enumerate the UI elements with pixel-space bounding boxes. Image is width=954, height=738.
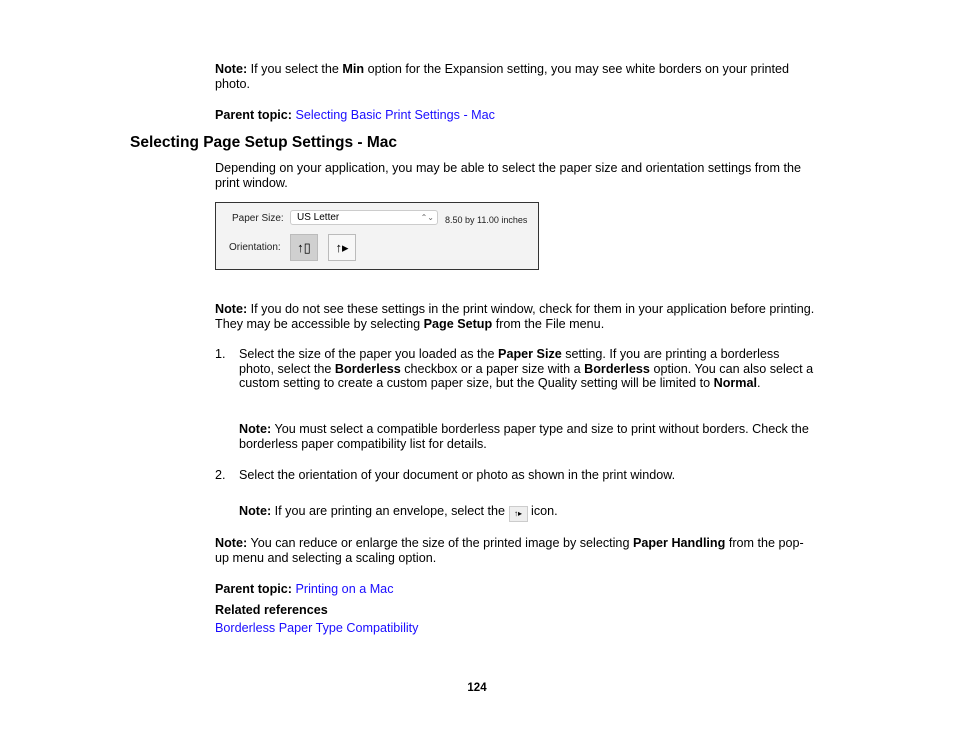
note-expansion: [215, 62, 815, 91]
note-label: Note:: [239, 422, 272, 436]
text: Borderless: [334, 361, 401, 376]
text: Borderless: [584, 361, 650, 376]
note-envelope: [239, 504, 815, 522]
portrait-orientation-icon: ↑▯: [290, 234, 318, 261]
paper-size-label: Paper Size:: [232, 213, 284, 224]
text: option for the Expansion setting, you may see white borders on your printed photo.: [215, 62, 790, 91]
step-number: 2.: [215, 468, 226, 482]
orientation-label: Orientation:: [229, 242, 281, 253]
related-references: [215, 603, 815, 635]
text: icon.: [527, 504, 558, 518]
parent-topic-2: [215, 582, 815, 597]
intro-paragraph: Depending on your application, you may be able to select the paper size and orientation settings from the print window.: [215, 161, 801, 190]
text: You must select a compatible borderless paper type and size to print without borders. Check the borderless paper compatibility list for details.: [239, 422, 809, 451]
text: You can reduce or enlarge the size of the printed image by selecting: [247, 536, 633, 550]
parent-topic-label: Parent topic:: [215, 582, 292, 596]
text: setting. If you are printing a borderless photo, select the: [239, 347, 780, 376]
text: If you select the: [247, 62, 343, 76]
section-heading: Selecting Page Setup Settings - Mac: [130, 134, 398, 151]
text: option. You can also select a custom setting to create a custom paper size, but the Quality setting will be limited to: [239, 361, 814, 391]
parent-topic-link[interactable]: Selecting Basic Print Settings - Mac: [295, 108, 495, 122]
related-reference-link[interactable]: Borderless Paper Type Compatibility: [215, 620, 419, 635]
step-2: Select the orientation of your document or photo as shown in the print window.: [239, 468, 676, 482]
text: .: [756, 376, 761, 391]
note-page-setup: [215, 302, 815, 331]
paper-size-select: [290, 210, 438, 225]
paper-size-value: US Letter: [297, 212, 340, 223]
text: Min: [342, 62, 365, 76]
text: Normal: [713, 376, 757, 391]
step-number: 1.: [215, 347, 226, 361]
note-label: Note:: [215, 536, 248, 550]
note-label: Note:: [215, 302, 248, 316]
text: Select the size of the paper you loaded as the: [239, 347, 499, 361]
stepper-chevron-icon: ⌃⌄: [420, 213, 434, 222]
landscape-orientation-icon: ↑▸: [328, 234, 356, 261]
text: If you do not see these settings in the print window, check for them in your application before printing. They may be accessible by selecting: [215, 302, 815, 331]
paper-dimensions: 8.50 by 11.00 inches: [445, 215, 528, 225]
text: checkbox or a paper size with a: [400, 361, 585, 376]
note-label: Note:: [239, 504, 272, 518]
landscape-orientation-icon: ↑▸: [509, 506, 528, 522]
page-number: 124: [467, 682, 487, 694]
text: Page Setup: [423, 316, 493, 331]
parent-topic-label: Parent topic:: [215, 108, 292, 122]
text: Paper Size: [498, 347, 562, 361]
parent-topic-link[interactable]: Printing on a Mac: [295, 582, 394, 596]
page-setup-screenshot: [215, 202, 539, 270]
text: from the pop-up menu and selecting a scaling option.: [215, 536, 804, 565]
text: Paper Handling: [632, 536, 726, 550]
related-references-label: Related references: [215, 603, 328, 617]
note-label: Note:: [215, 62, 248, 76]
text: If you are printing an envelope, select the: [271, 504, 509, 518]
note-borderless: [239, 422, 815, 451]
step-1: [239, 347, 815, 391]
text: from the File menu.: [492, 316, 605, 331]
parent-topic-1: [215, 108, 815, 123]
note-scaling: [215, 536, 815, 565]
